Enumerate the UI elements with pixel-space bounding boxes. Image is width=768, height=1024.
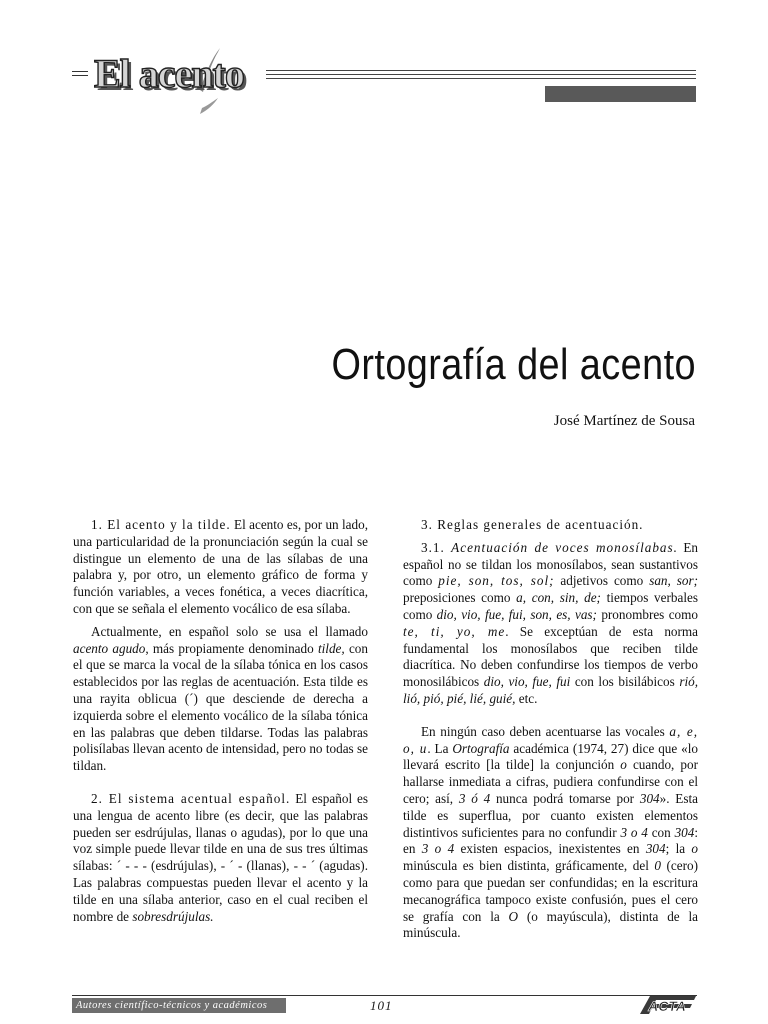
header-short-rule (72, 71, 88, 77)
section-3-1-title: Acentuación de voces monosílabas. (451, 539, 678, 555)
text: pronombres como (596, 606, 698, 622)
italic-term: o (691, 841, 698, 857)
text: cuando, por hallarse inmediata a cifras, pudiera confundirse con el cero; así, (403, 757, 698, 806)
italic-term: rió, lió, pió, pié, lié, guié, (403, 674, 698, 706)
italic-term: dio, vio, fue, fui (483, 674, 571, 690)
paragraph-vocales (403, 724, 698, 942)
italic-term: san, sor; (649, 573, 698, 589)
italic-term: O (508, 908, 519, 924)
text: adjetivos como (554, 573, 650, 589)
section-logo (88, 48, 278, 120)
paragraph-acento-agudo (73, 624, 368, 775)
publisher-logo-text: ACTA (648, 998, 686, 1014)
italic-term: Ortografía (452, 740, 510, 756)
right-column (403, 517, 698, 942)
footer-rule (72, 995, 697, 996)
text: . La (427, 740, 453, 756)
italic-term: 304 (674, 824, 695, 840)
text: académica (1974, 27) dice que «lo llevará escrito [la tilde] la conjunción (403, 740, 698, 773)
publisher-logo (636, 996, 698, 1014)
text: : en (403, 824, 699, 857)
italic-term: a, con, sin, de; (516, 590, 601, 606)
italic-term: pie, son, tos, sol; (438, 573, 555, 589)
paragraph-section-3-1 (403, 540, 698, 708)
article-title: Ortografía del acento (331, 340, 696, 389)
text: En ningún caso deben acentuarse las vocales (421, 723, 670, 739)
italic-term: 3 o 4 (421, 841, 455, 857)
italic-term: 3 o 4 (620, 824, 648, 840)
italic-term: 304 (645, 841, 666, 857)
italic-term: acento agudo (73, 640, 146, 656)
text: preposiciones como (403, 590, 517, 606)
section-number: 3.1. (421, 539, 452, 555)
header-grey-band (545, 86, 696, 102)
text: ; la (665, 841, 692, 857)
text: En español no se tildan los monosílabos, sean sustantivos como (403, 539, 699, 589)
text: El español es una lengua de acento libre (es decir, que las palabras pueden ser esdrújulas, llanas o agudas), por lo que una voz simple puede llevar tilde en una de sus tres últimas sílabas: ´ - - - (esdrújulas), - ´ - (llanas), - - ´ (agudas). Las palabras compuestas pueden llevar el acento y la tilde en una sílaba anterior, caso en el cual reciben el nombre de (73, 790, 368, 924)
section-3-heading (403, 517, 698, 534)
paragraph-section-2 (73, 791, 368, 925)
italic-term: te, ti, yo, me (403, 623, 506, 639)
italic-term: tilde, (317, 640, 345, 656)
publisher-logo-graphic (636, 996, 698, 1014)
header-long-rules (266, 70, 696, 80)
text: nunca podrá tomarse por (490, 790, 640, 806)
text: Actualmente, en español solo se usa el llamado (91, 623, 368, 639)
text: (o mayúscula), distinta de la minúscula. (403, 908, 698, 941)
italic-term: o (620, 757, 627, 773)
text: tiempos verbales como (403, 590, 698, 622)
text: ». Esta tilde es superflua, por cuanto existen elementos distintivos suficientes para no confundir (403, 790, 699, 840)
text: existen espacios, inexistentes en (454, 841, 646, 857)
text: . Se exceptúan de esta norma fundamental los monosílabos que reciben tilde diacrítica. No deben confundirse los tiempos de verbo monosilábicos (403, 623, 699, 690)
section-3-heading-text: 3. Reglas generales de acentuación. (421, 517, 644, 532)
italic-term: sobresdrújulas. (132, 908, 214, 924)
italic-term: 304 (639, 790, 660, 806)
text: etc. (515, 690, 538, 706)
article-author: José Martínez de Sousa (553, 413, 695, 429)
text: minúscula es bien distinta, gráficamente, del (403, 858, 655, 874)
text: con (647, 824, 675, 840)
page-number: 101 (370, 998, 393, 1013)
text: con los bisilábicos (570, 674, 680, 690)
text: El acento es, por un lado, una particularidad de la pronunciación según la cual se distingue un elemento de una de las sílabas de una palabra y, por otro, un elemento gráfico de forma y función variables, a veces fonética, a veces diacrítica, con que se señala el elemento vocálico de esa sílaba. (73, 517, 369, 616)
italic-term: 3 ó 4 (458, 790, 491, 806)
text: , más propiamente denominado (145, 640, 318, 656)
section-2-heading: 2. El sistema acentual español. (91, 790, 291, 806)
text: con el que se marca la vocal de la sílaba tónica en los casos establecidos por las reglas de acentuación. Esta tilde es una rayita oblicua (´) que desciende de derecha a izquierda sobre el elemento vocálico de la sílaba tónica en las palabras que deben tildarse. Todas las palabras polisílabas llevan acento de intensidad, pero no todas se tildan. (73, 640, 368, 774)
text: (cero) como para que puedan ser confundidas; en la escritura mecanográfica tampoco existe confusión, pues el cero se grafía con la (403, 858, 698, 924)
italic-term: dio, vio, fue, fui, son, es, vas; (436, 606, 597, 622)
italic-term: a, e, o, u (403, 723, 698, 756)
paragraph-section-1 (73, 517, 368, 618)
logo-text: El acento (94, 51, 244, 96)
section-1-heading: 1. El acento y la tilde. (91, 517, 231, 532)
left-column (73, 517, 368, 925)
italic-term: 0 (654, 858, 661, 874)
footer-series-text: Autores científico-técnicos y académicos (76, 1000, 268, 1011)
